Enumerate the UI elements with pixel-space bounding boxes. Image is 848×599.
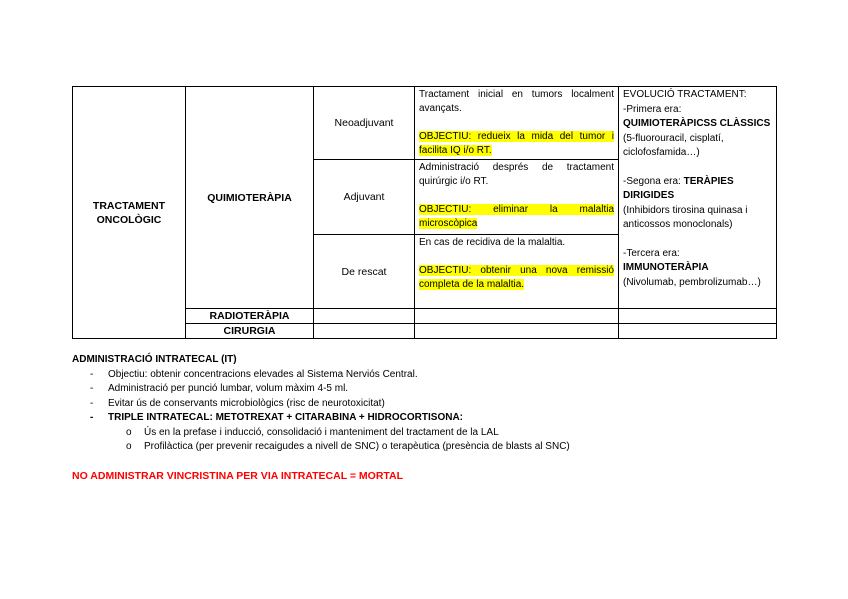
list-item-text: Administració per punció lumbar, volum màxim 4-5 ml.: [108, 383, 349, 394]
sub-list-item-text: Profilàctica (per prevenir recaigudes a nivell de SNC) o terapèutica (presència de blasts al SNC): [144, 441, 570, 452]
neoadjuvant-objectiu: OBJECTIU: redueix la mida del tumor i facilita IQ i/o RT.: [419, 131, 614, 156]
era1-detail: (5-fluorouracil, cisplatí, ciclofosfamida…): [623, 132, 724, 158]
rescat-desc: En cas de recidiva de la malaltia.: [419, 237, 566, 248]
section-title: ADMINISTRACIÓ INTRATECAL (IT): [72, 354, 237, 365]
rescat-objectiu: OBJECTIU: obtenir una nova remissió completa de la malaltia.: [419, 265, 614, 290]
quimioterapia-label: QUIMIOTERÀPIA: [207, 191, 292, 204]
cirurgia-label: CIRURGIA: [223, 325, 276, 337]
circle-bullet: o: [126, 441, 132, 452]
era3-label: -Tercera era:: [623, 247, 680, 259]
list-item: [72, 368, 792, 383]
neoadjuvant-desc-cell: [415, 87, 619, 160]
empty-cell: [415, 309, 619, 324]
dash-bullet: -: [90, 368, 94, 380]
treatment-table: [72, 86, 777, 339]
row-header-cell: [73, 87, 186, 339]
adjuvant-desc: Administració després de tractament quirúrgic i/o RT.: [419, 162, 614, 187]
list-item: [72, 382, 792, 397]
neoadjuvant-desc: Tractament inicial en tumors localment avançats.: [419, 89, 614, 114]
era2-label: -Segona era:: [623, 175, 681, 187]
list-item: [72, 397, 792, 412]
rescat-label: De rescat: [341, 265, 387, 278]
evolucio-title: EVOLUCIÓ TRACTAMENT:: [623, 89, 747, 100]
intratecal-section: [72, 353, 792, 455]
list-item-text: Evitar ús de conservants microbiològics (risc de neurotoxicitat): [108, 397, 385, 409]
cirurgia-cell: [186, 324, 314, 339]
dash-bullet: -: [90, 412, 94, 423]
sub-list-item: [72, 426, 792, 441]
era3-detail: (Nivolumab, pembrolizumab…): [623, 276, 761, 288]
adjuvant-label: Adjuvant: [343, 191, 385, 203]
evolucio-cell: [619, 87, 777, 309]
empty-cell: [314, 309, 415, 324]
list-item-text: TRIPLE INTRATECAL: METOTREXAT + CITARABINA + HIDROCORTISONA:: [108, 412, 463, 423]
rescat-desc-cell: [415, 235, 619, 309]
adjuvant-objectiu: OBJECTIU: eliminar la malaltia microscòpica: [419, 204, 614, 229]
empty-cell: [415, 324, 619, 339]
empty-cell: [619, 324, 777, 339]
era1-name: QUIMIOTERÀPICSS CLÀSSICS: [623, 118, 771, 129]
sub-list-item-text: Ús en la prefase i inducció, consolidació i manteniment del tractament de la LAL: [144, 426, 499, 438]
adjuvant-cell: [314, 160, 415, 235]
era3-name: IMMUNOTERÀPIA: [623, 262, 709, 273]
adjuvant-desc-cell: [415, 160, 619, 235]
era2-detail: (Inhibidors tirosina quinasa i anticossos monoclonals): [623, 204, 748, 230]
quimioterapia-cell: [186, 87, 314, 309]
era1-label: -Primera era:: [623, 103, 682, 115]
table-row-neoadjuvant: [73, 87, 777, 160]
era2-name: TERÀPIES DIRIGIDES: [623, 175, 734, 201]
row-header-text: TRACTAMENT ONCOLÒGIC: [92, 199, 166, 226]
neoadjuvant-cell: [314, 87, 415, 160]
empty-cell: [619, 309, 777, 324]
radioterapia-label: RADIOTERÀPIA: [209, 310, 290, 322]
neoadjuvant-label: Neoadjuvant: [334, 117, 394, 129]
warning-text: NO ADMINISTRAR VINCRISTINA PER VIA INTRATECAL = MORTAL: [72, 470, 404, 482]
empty-cell: [314, 324, 415, 339]
dash-bullet: -: [90, 397, 94, 409]
dash-bullet: -: [90, 383, 94, 394]
sub-list-item: [72, 440, 792, 455]
circle-bullet: o: [126, 426, 132, 438]
radioterapia-cell: [186, 309, 314, 324]
list-item-text: Objectiu: obtenir concentracions elevades al Sistema Nerviós Central.: [108, 368, 418, 380]
list-item: [72, 411, 792, 426]
rescat-cell: [314, 235, 415, 309]
